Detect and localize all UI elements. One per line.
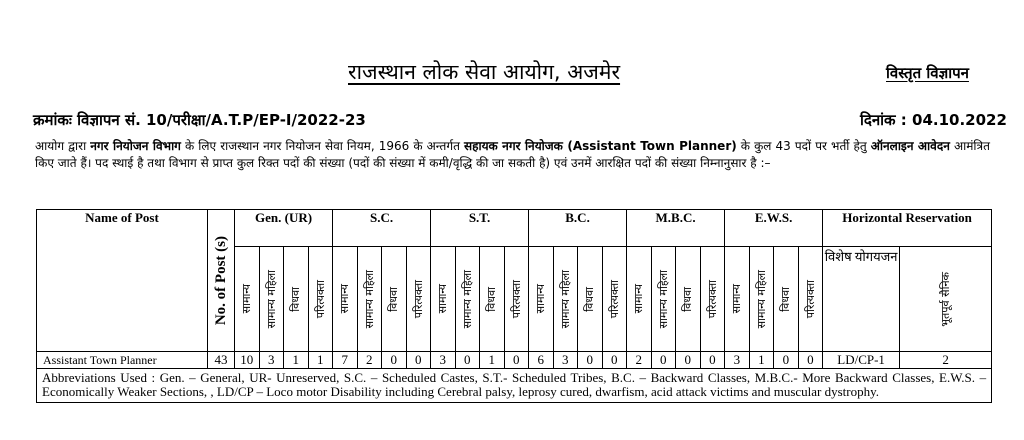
count-bc-general-women: 3 — [553, 352, 578, 369]
subcat-header-mbc-general: सामान्य — [627, 247, 652, 352]
count-ews-widow: 0 — [774, 352, 799, 369]
count-bc-widow: 0 — [578, 352, 603, 369]
ad-type-label: विस्तृत विज्ञापन — [886, 64, 969, 82]
count-bc-divorcee: 0 — [602, 352, 627, 369]
count-gen-general-women: 3 — [259, 352, 284, 369]
count-mbc-widow: 0 — [676, 352, 701, 369]
ex-serviceman-count: 2 — [900, 352, 992, 369]
count-st-divorcee: 0 — [504, 352, 529, 369]
post-name-cell: Assistant Town Planner — [37, 352, 208, 369]
subcat-header-bc-general-women: सामान्य महिला — [553, 247, 578, 352]
abbreviations-note: Abbreviations Used : Gen. – General, UR- Unreserved, S.C. – Scheduled Castes, S.T.- Scheduled Tribes, B.C. – Backward Classes, M.B.C.- More Backward Classes, E.W.S. – Economically Weaker Sections, , LD/CP – Loco motor Disability including Cerebral palsy, leprosy cured, dwarfism, acid attack victims and muscular dystrophy. — [37, 369, 992, 403]
vacancy-table — [36, 209, 992, 403]
subcat-header-bc-divorcee: परित्यक्ता — [602, 247, 627, 352]
subcat-header-ews-general: सामान्य — [725, 247, 750, 352]
subcat-header-gen-widow: विधवा — [284, 247, 309, 352]
group-header-bc: B.C. — [529, 210, 627, 247]
post-count-header: No. of Post (s) — [208, 210, 235, 352]
count-st-general-women: 0 — [455, 352, 480, 369]
special-abled-count: LD/CP-1 — [823, 352, 900, 369]
count-sc-general: 7 — [333, 352, 358, 369]
group-header-st: S.T. — [431, 210, 529, 247]
subcat-header-sc-divorcee: परित्यक्ता — [406, 247, 431, 352]
count-sc-widow: 0 — [382, 352, 407, 369]
subcat-header-ews-widow: विधवा — [774, 247, 799, 352]
subcat-header-gen-divorcee: परित्यक्ता — [308, 247, 333, 352]
count-mbc-general-women: 0 — [651, 352, 676, 369]
count-st-general: 3 — [431, 352, 456, 369]
group-header-sc: S.C. — [333, 210, 431, 247]
horizontal-reservation-header: Horizontal Reservation — [823, 210, 992, 247]
subcat-header-sc-general: सामान्य — [333, 247, 358, 352]
application-mode: ऑनलाइन आवेदन — [870, 139, 950, 153]
subcat-header-sc-widow: विधवा — [382, 247, 407, 352]
special-abled-header: विशेष योगयजन — [823, 247, 900, 352]
subcat-header-gen-general-women: सामान्य महिला — [259, 247, 284, 352]
count-st-widow: 1 — [480, 352, 505, 369]
count-sc-divorcee: 0 — [406, 352, 431, 369]
subcat-header-ews-general-women: सामान्य महिला — [749, 247, 774, 352]
name-of-post-header: Name of Post — [37, 210, 208, 352]
count-ews-general-women: 1 — [749, 352, 774, 369]
ex-serviceman-header: भूतपूर्व सैनिक — [900, 247, 992, 352]
subcat-header-ews-divorcee: परित्यक्ता — [798, 247, 823, 352]
commission-title: राजस्थान लोक सेवा आयोग, अजमेर — [348, 60, 621, 84]
group-header-mbc: M.B.C. — [627, 210, 725, 247]
subcat-header-st-general-women: सामान्य महिला — [455, 247, 480, 352]
count-gen-general: 10 — [235, 352, 260, 369]
count-bc-general: 6 — [529, 352, 554, 369]
intro-paragraph: आयोग द्वारा नगर नियोजन विभाग के लिए राजस्थान नगर नियोजन सेवा नियम, 1966 के अन्तर्गत सहायक नगर नियोजक (Assistant Town Planner) के कुल 43 पदों पर भर्ती हेतु ऑनलाइन आवेदन आमंत्रित किए जाते हैं। पद स्थाई है तथा विभाग से प्राप्त कुल रिक्त पदों की संख्या (पदों की संख्या में कमी/वृद्धि की जा सकती है) एवं उनमें आरक्षित पदों की संख्या निम्नानुसार है :– — [35, 139, 990, 170]
subcat-header-st-general: सामान्य — [431, 247, 456, 352]
count-gen-divorcee: 1 — [308, 352, 333, 369]
subcat-header-mbc-general-women: सामान्य महिला — [651, 247, 676, 352]
subcat-header-mbc-divorcee: परित्यक्ता — [700, 247, 725, 352]
group-header-ews: E.W.S. — [725, 210, 823, 247]
post-name: सहायक नगर नियोजक (Assistant Town Planner) — [463, 139, 737, 153]
count-mbc-divorcee: 0 — [700, 352, 725, 369]
subcat-header-st-divorcee: परित्यक्ता — [504, 247, 529, 352]
department-name: नगर नियोजन विभाग — [90, 139, 181, 153]
post-total-cell: 43 — [208, 352, 235, 369]
count-sc-general-women: 2 — [357, 352, 382, 369]
subcat-header-bc-general: सामान्य — [529, 247, 554, 352]
subcat-header-bc-widow: विधवा — [578, 247, 603, 352]
subcat-header-gen-general: सामान्य — [235, 247, 260, 352]
count-mbc-general: 2 — [627, 352, 652, 369]
count-ews-divorcee: 0 — [798, 352, 823, 369]
advertisement-date: दिनांक : 04.10.2022 — [860, 111, 1007, 129]
subcat-header-mbc-widow: विधवा — [676, 247, 701, 352]
advertisement-reference: क्रमांकः विज्ञापन सं. 10/परीक्षा/A.T.P/EP-I/2022-23 — [33, 111, 366, 129]
group-header-gen: Gen. (UR) — [235, 210, 333, 247]
subcat-header-sc-general-women: सामान्य महिला — [357, 247, 382, 352]
subcat-header-st-widow: विधवा — [480, 247, 505, 352]
count-ews-general: 3 — [725, 352, 750, 369]
count-gen-widow: 1 — [284, 352, 309, 369]
